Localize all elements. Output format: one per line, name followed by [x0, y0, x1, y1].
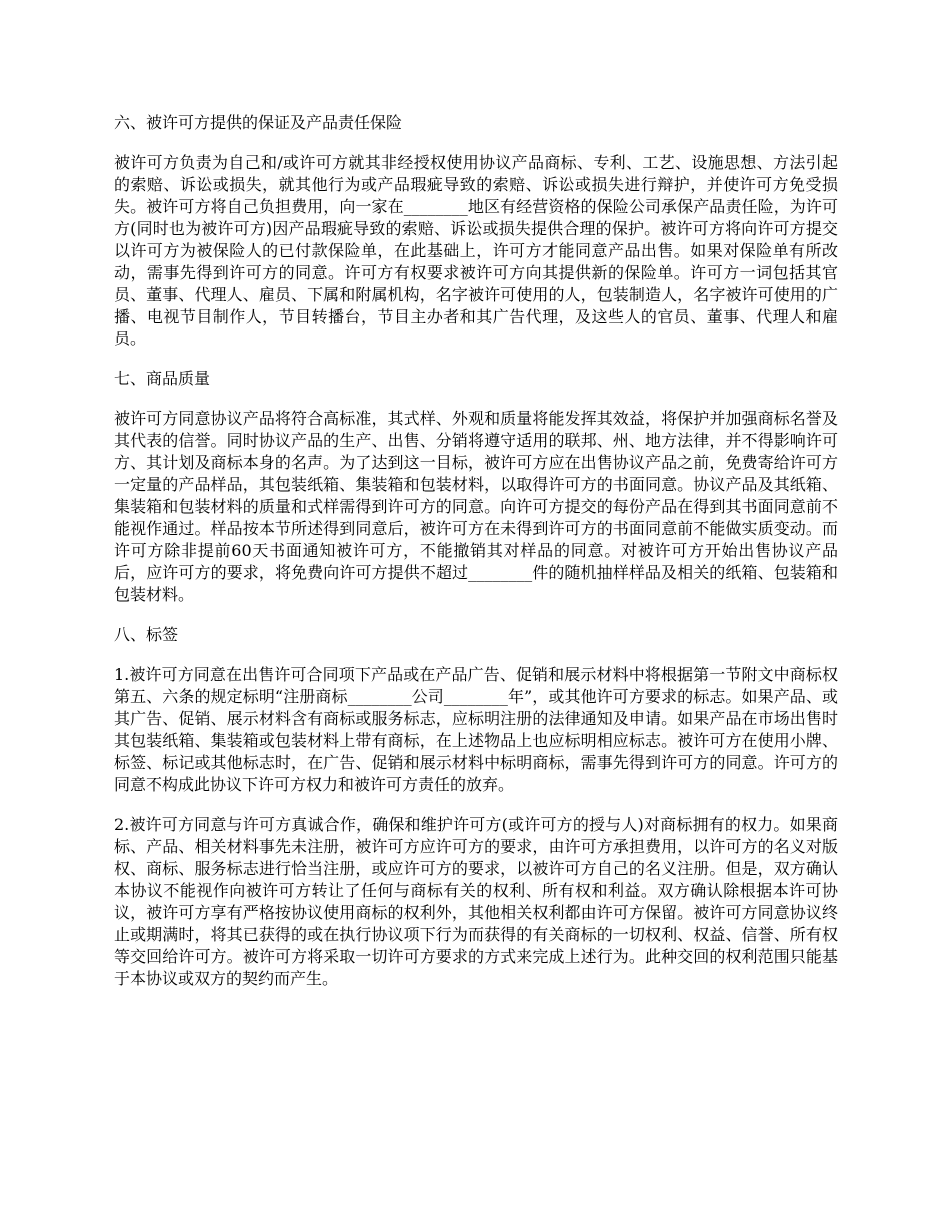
paragraph: 被许可方同意协议产品将符合高标准，其式样、外观和质量将能发挥其效益，将保护并加强商标名誉及其代表的信誉。同时协议产品的生产、出售、分销将遵守适用的联邦、州、地方法律，并不得影响许可方、其计划及商标本身的名声。为了达到这一目标，被许可方应在出售协议产品之前，免费寄给许可方一定量的产品样品，其包装纸箱、集装箱和包装材料，以取得许可方的书面同意。协议产品及其纸箱、集装箱和包装材料的质量和式样需得到许可方的同意。向许可方提交的每份产品在得到其书面同意前不能视作通过。样品按本节所述得到同意后，被许可方在未得到许可方的书面同意前不能做实质变动。而许可方除非提前60天书面通知被许可方，不能撤销其对样品的同意。对被许可方开始出售协议产品后，应许可方的要求，将免费向许可方提供不超过________件的随机抽样样品及相关的纸箱、包装箱和包装材料。 — [114, 409, 838, 604]
paragraph: 2.被许可方同意与许可方真诚合作，确保和维护许可方(或许可方的授与人)对商标拥有的权力。如果商标、产品、相关材料事先未注册，被许可方应许可方的要求，由许可方承担费用，以许可方的名义对版权、商标、服务标志进行恰当注册，或应许可方的要求，以被许可方自己的名义注册。但是，双方确认本协议不能视作向被许可方转让了任何与商标有关的权利、所有权和利益。双方确认除根据本许可协议，被许可方享有严格按协议使用商标的权利外，其他相关权利都由许可方保留。被许可方同意协议终止或期满时，将其已获得的或在执行协议项下行为而获得的有关商标的一切权利、权益、信誉、所有权等交回给许可方。被许可方将采取一切许可方要求的方式来完成上述行为。此种交回的权利范围只能基于本协议或双方的契约而产生。 — [114, 815, 838, 988]
section-warranty-insurance — [114, 112, 838, 350]
paragraph: 1.被许可方同意在出售许可合同项下产品或在产品广告、促销和展示材料中将根据第一节附文中商标权第五、六条的规定标明“注册商标________公司________年”，或其他许可方要求的标志。如果产品、或其广告、促销、展示材料含有商标或服务标志，应标明注册的法律通知及申请。如果产品在市场出售时其包装纸箱、集装箱或包装材料上带有商标，在上述物品上也应标明相应标志。被许可方在使用小牌、标签、标记或其他标志时，在广告、促销和展示材料中标明商标，需事先得到许可方的同意。许可方的同意不构成此协议下许可方权力和被许可方责任的放弃。 — [114, 665, 838, 794]
section-heading: 六、被许可方提供的保证及产品责任保险 — [114, 113, 403, 132]
section-heading: 七、商品质量 — [114, 369, 211, 388]
paragraph: 被许可方负责为自己和/或许可方就其非经授权使用协议产品商标、专利、工艺、设施思想、方法引起的索赔、诉讼或损失，就其他行为或产品瑕疵导致的索赔、诉讼或损失进行辩护，并使许可方免受损失。被许可方将自己负担费用，向一家在________地区有经营资格的保险公司承保产品责任险，为许可方(同时也为被许可方)因产品瑕疵导致的索赔、诉讼或损失提供合理的保护。被许可方将向许可方提交以许可方为被保险人的已付款保险单，在此基础上，许可方才能同意产品出售。如果对保险单有所改动，需事先得到许可方的同意。许可方有权要求被许可方向其提供新的保险单。许可方一词包括其官员、董事、代理人、雇员、下属和附属机构，名字被许可使用的人，包装制造人，名字被许可使用的广播、电视节目制作人，节目转播台，节目主办者和其广告代理，及这些人的官员、董事、代理人和雇员。 — [114, 153, 838, 348]
section-labels — [114, 624, 838, 990]
section-heading: 八、标签 — [114, 625, 179, 644]
section-product-quality — [114, 368, 838, 606]
